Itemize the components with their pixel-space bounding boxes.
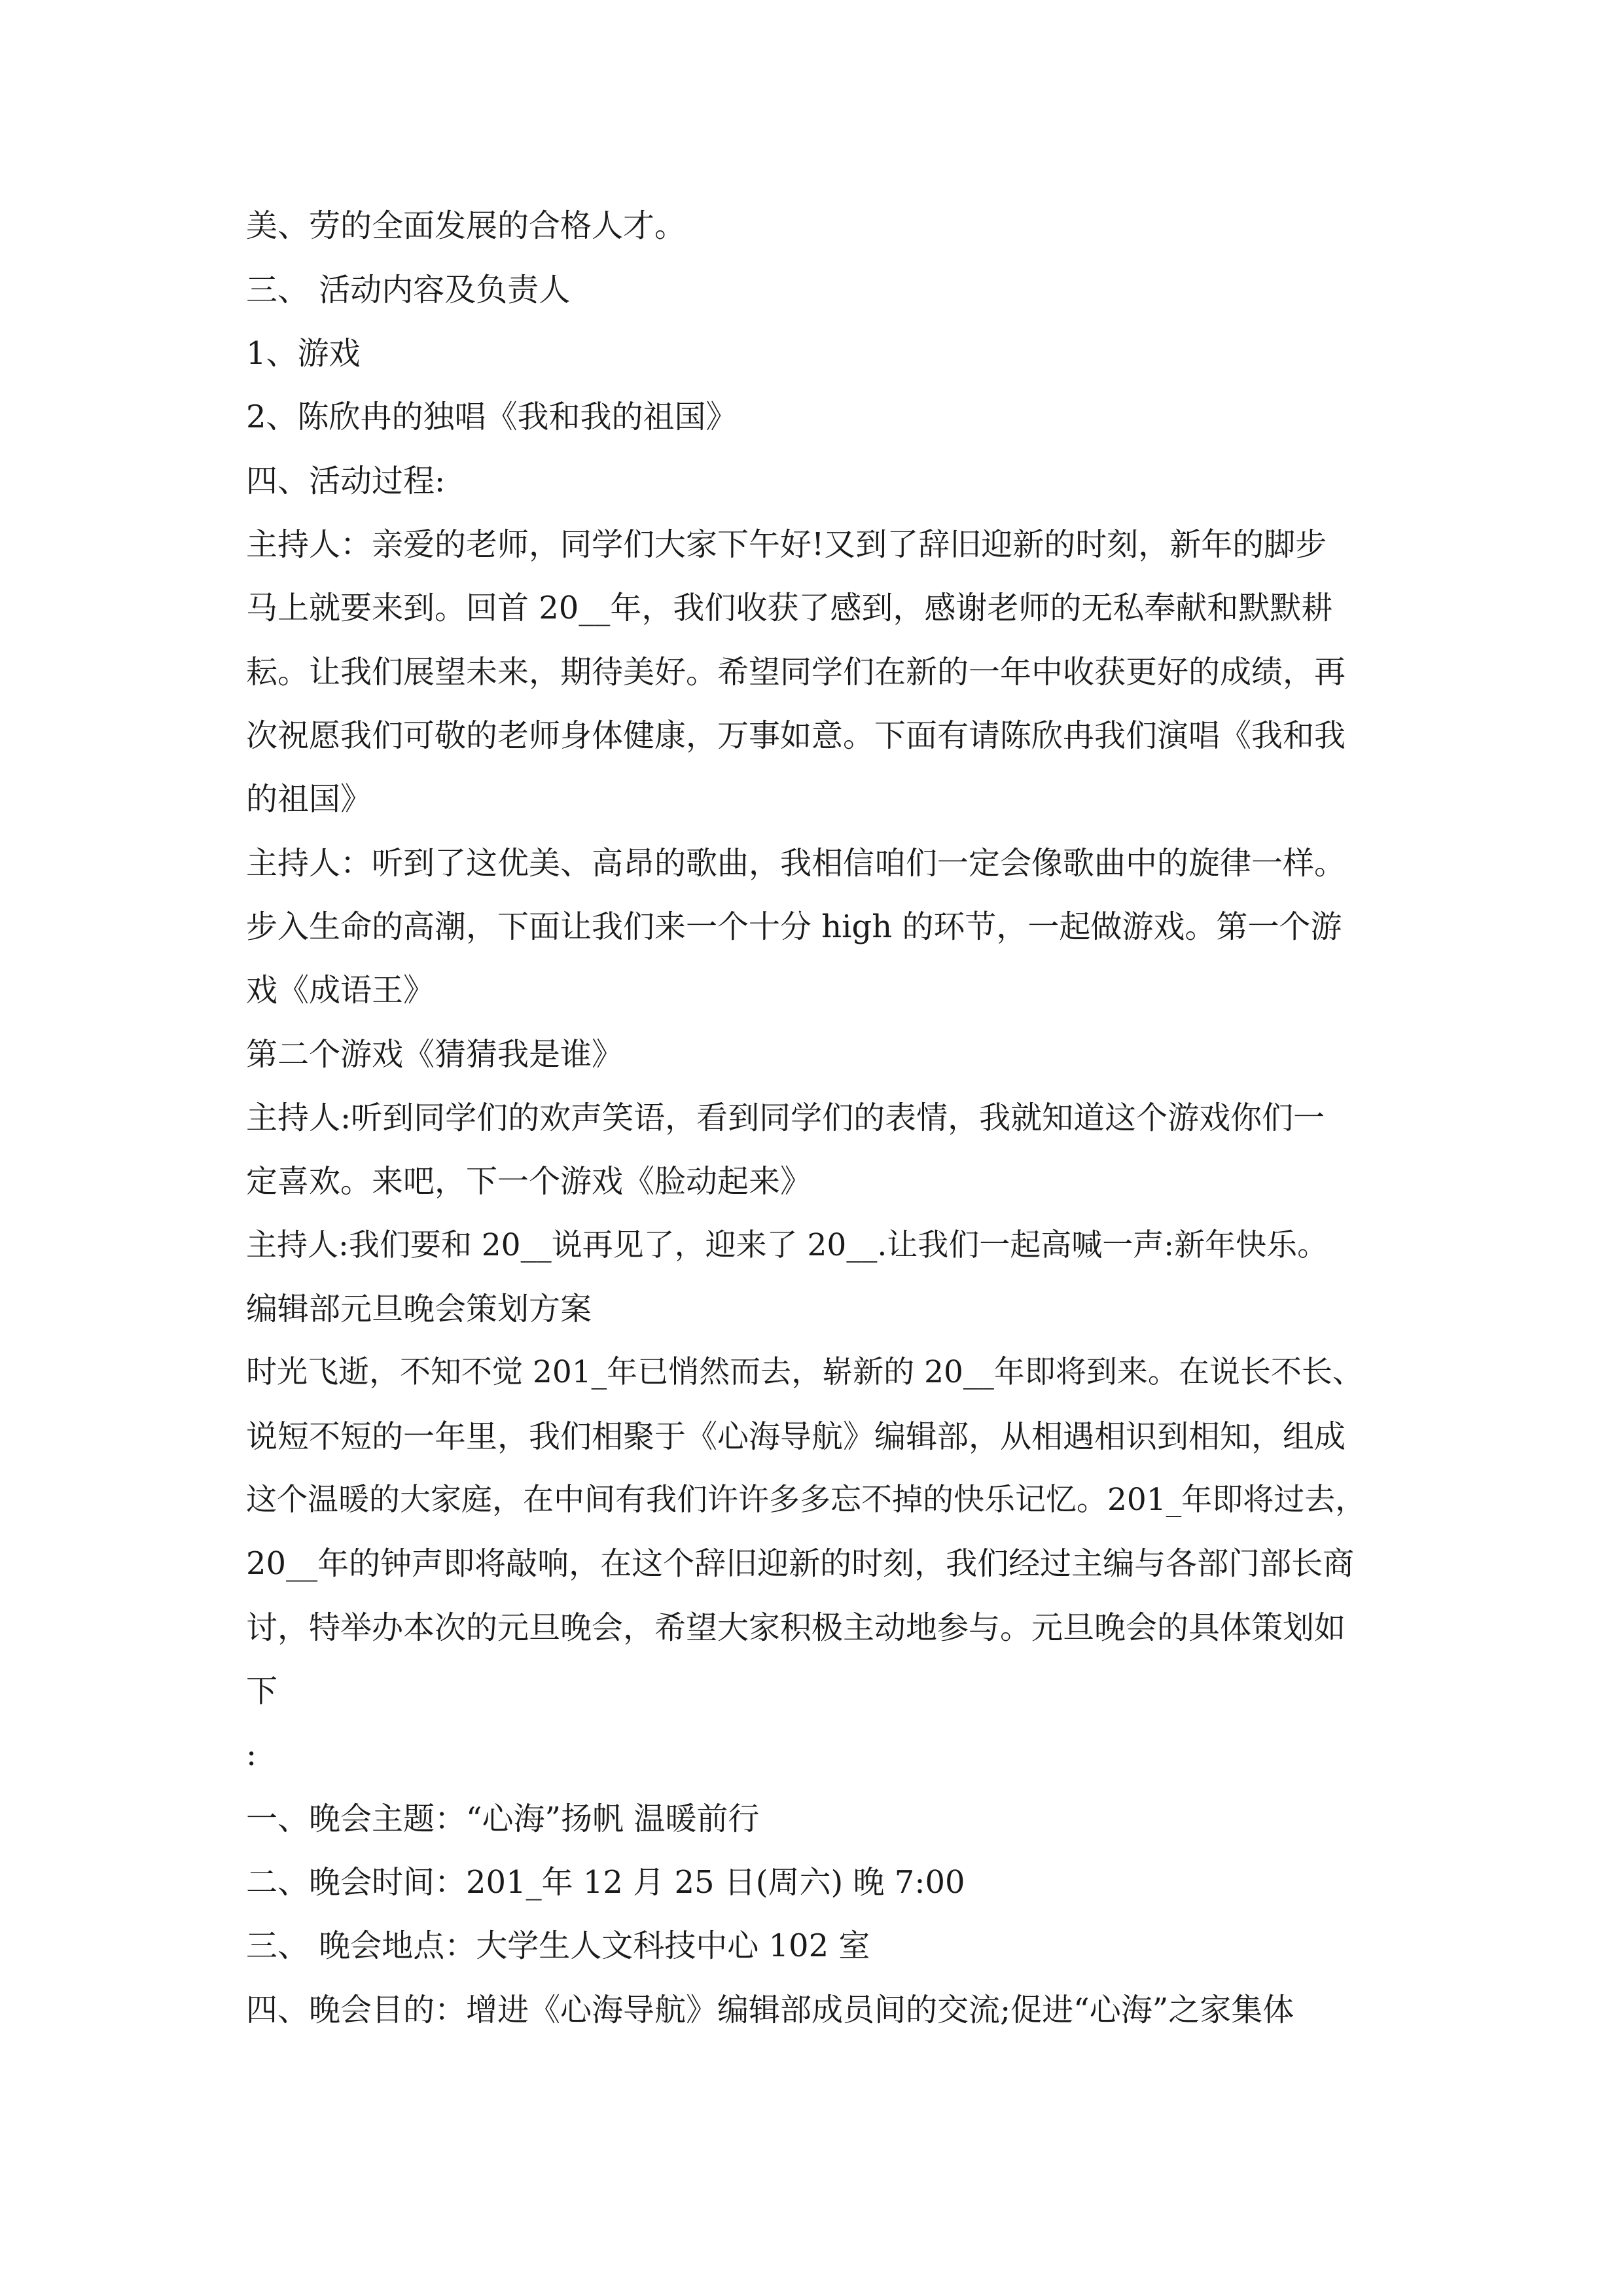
text-line: 第二个游戏《猜猜我是谁》 [246,1036,624,1073]
text-line: 次祝愿我们可敬的老师身体健康，万事如意。下面有请陈欣冉我们演唱《我和我 [246,717,1346,754]
text-line: : [246,1736,257,1773]
list-item: 二、晚会时间：201_年 12 月 25 日(周六) 晚 7:00 [246,1864,965,1901]
list-item: 一、晚会主题：“心海”扬帆 温暖前行 [246,1801,760,1837]
text-line: 主持人：亲爱的老师，同学们大家下午好!又到了辞旧迎新的时刻，新年的脚步 [246,526,1327,563]
text-line: 说短不短的一年里，我们相聚于《心海导航》编辑部，从相遇相识到相知，组成 [246,1418,1346,1455]
list-item: 1、游戏 [246,335,361,372]
document-title: 编辑部元旦晚会策划方案 [246,1291,592,1327]
text-line: 主持人：听到了这优美、高昂的歌曲，我相信咱们一定会像歌曲中的旋律一样。 [246,845,1346,882]
text-line: 的祖国》 [246,781,372,817]
list-item: 四、晚会目的：增进《心海导航》编辑部成员间的交流;促进“心海”之家集体 [246,1992,1294,2028]
text-line: 主持人:听到同学们的欢声笑语，看到同学们的表情，我就知道这个游戏你们一 [246,1100,1325,1136]
list-item: 2、陈欣冉的独唱《我和我的祖国》 [246,399,738,435]
text-line: 戏《成语王》 [246,972,435,1009]
section-heading: 三、 活动内容及负责人 [246,272,571,308]
text-line: 主持人:我们要和 20__说再见了，迎来了 20__.让我们一起高喊一声:新年快乐。 [246,1227,1329,1263]
section-heading: 四、活动过程: [246,463,446,499]
list-item: 三、 晚会地点：大学生人文科技中心 102 室 [246,1928,870,1964]
text-line: 时光飞逝，不知不觉 201_年已悄然而去，崭新的 20__年即将到来。在说长不长、 [246,1354,1363,1390]
text-line: 步入生命的高潮，下面让我们来一个十分 high 的环节，一起做游戏。第一个游 [246,908,1342,945]
text-line: 定喜欢。来吧，下一个游戏《脸动起来》 [246,1163,812,1200]
text-line: 耘。让我们展望未来，期待美好。希望同学们在新的一年中收获更好的成绩，再 [246,654,1346,691]
text-line: 美、劳的全面发展的合格人才。 [246,207,687,244]
text-line: 20__年的钟声即将敲响，在这个辞旧迎新的时刻，我们经过主编与各部门部长商 [246,1545,1355,1582]
text-line: 讨，特举办本次的元旦晚会，希望大家积极主动地参与。元旦晚会的具体策划如 [246,1609,1346,1646]
text-line: 马上就要来到。回首 20__年，我们收获了感到，感谢老师的无私奉献和默默耕 [246,590,1333,626]
text-line: 这个温暖的大家庭，在中间有我们许许多多忘不掉的快乐记忆。201_年即将过去， [246,1482,1366,1518]
text-line: 下 [246,1673,278,1710]
